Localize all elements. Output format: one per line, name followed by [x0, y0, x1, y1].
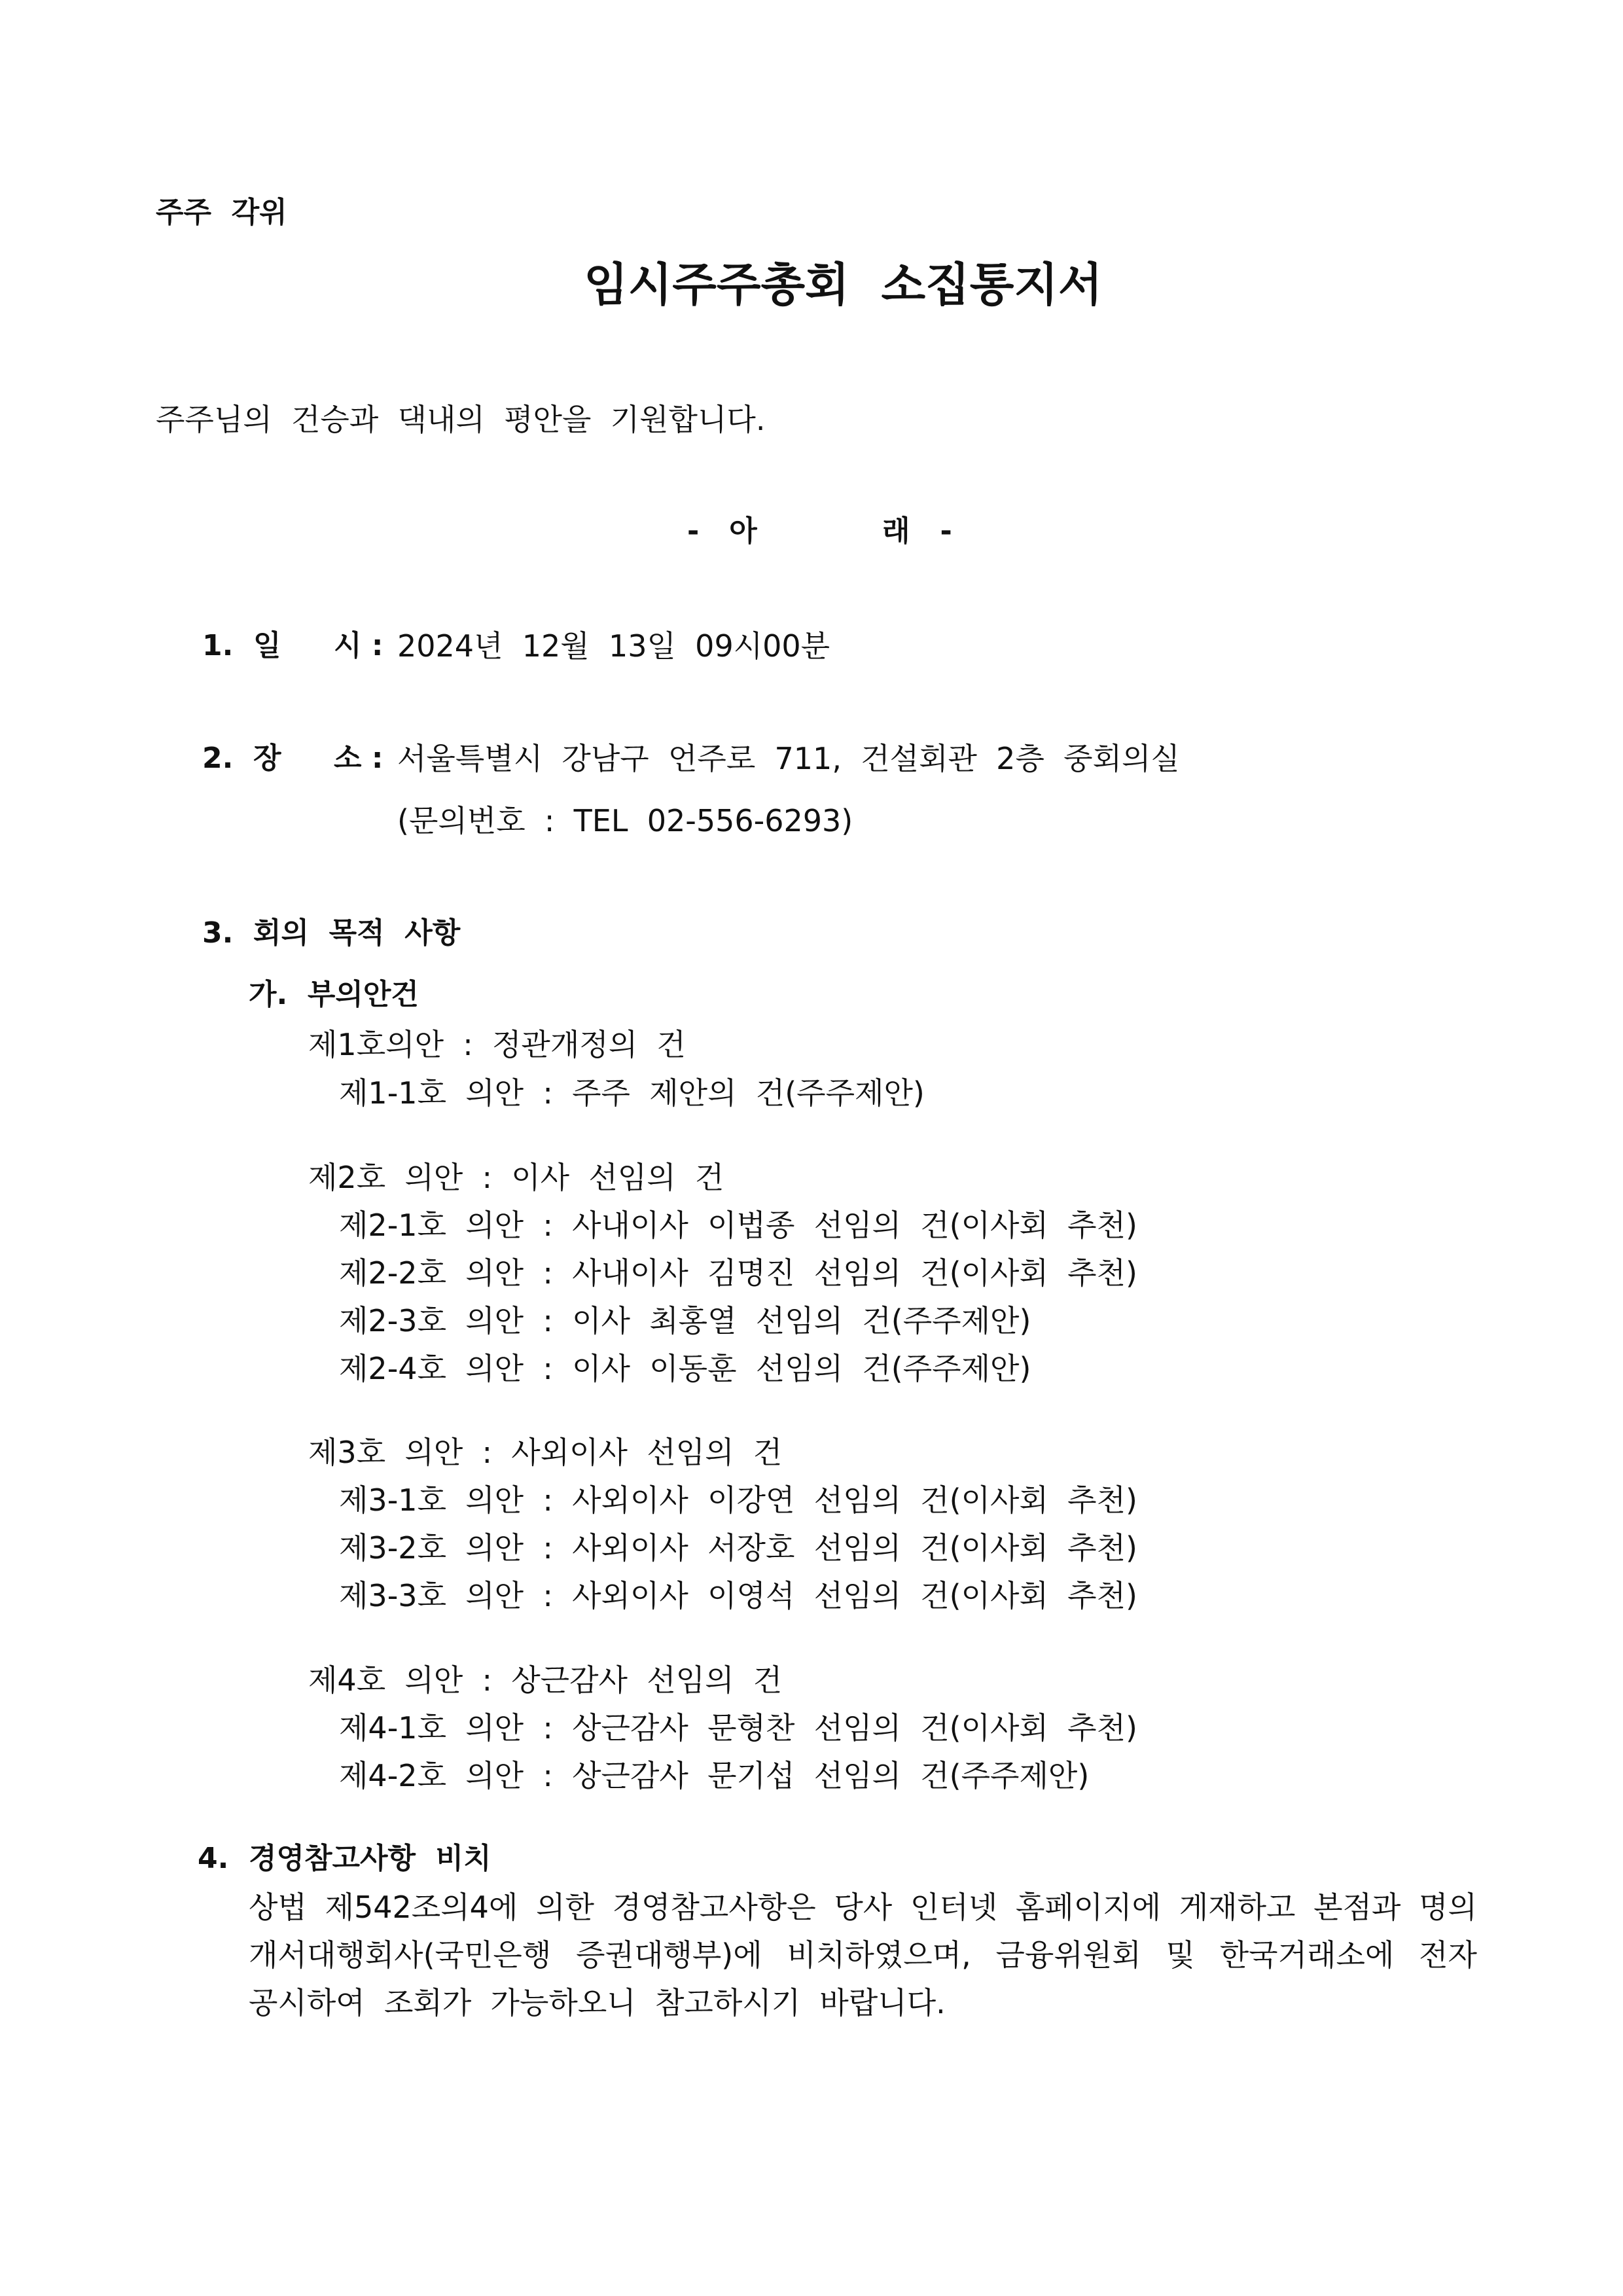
agenda-sub-item: 제2-2호 의안 : 사내이사 김명진 선임의 건(이사회 추천) — [339, 1255, 1137, 1291]
agenda-sub-item: 제3-1호 의안 : 사외이사 이강연 선임의 건(이사회 추천) — [339, 1482, 1137, 1518]
agenda-sub-item: 제2-3호 의안 : 이사 최홍열 선임의 건(주주제안) — [339, 1303, 1031, 1338]
agenda-heading: 3. 회의 목적 사항 — [202, 916, 461, 950]
agenda-sub-item: 제4-2호 의안 : 상근감사 문기섭 선임의 건(주주제안) — [339, 1758, 1090, 1793]
addressee: 주주 각위 — [156, 196, 287, 229]
agenda-sub-item: 제2-4호 의안 : 이사 이동훈 선임의 건(주주제안) — [339, 1351, 1031, 1386]
agenda-item: 제3호 의안 : 사외이사 선임의 건 — [308, 1435, 783, 1470]
reference-paragraph-line: 개서대행회사(국민은행 증권대행부)에 비치하였으며, 금융위원회 및 한국거래소에 전자 — [249, 1937, 1477, 1973]
agenda-item: 제1호의안 : 정관개정의 건 — [308, 1027, 686, 1062]
reference-paragraph-line: 공시하여 조회가 가능하오니 참고하시기 바랍니다. — [249, 1985, 946, 2020]
agenda-subheading: 가. 부의안건 — [249, 978, 419, 1011]
agenda-item: 제2호 의안 : 이사 선임의 건 — [308, 1160, 724, 1195]
agenda-sub-item: 제3-2호 의안 : 사외이사 서장호 선임의 건(이사회 추천) — [339, 1530, 1137, 1566]
place-label: 2. 장 — [202, 742, 281, 775]
date-value: 2024년 12월 13일 09시00분 — [397, 628, 830, 664]
below-marker-right: 래 - — [882, 514, 952, 548]
document-title: 임시주주총회 소집통지서 — [584, 258, 1103, 312]
agenda-sub-item: 제3-3호 의안 : 사외이사 이영석 선임의 건(이사회 추천) — [339, 1578, 1137, 1613]
reference-paragraph-line: 상법 제542조의4에 의한 경영참고사항은 당사 인터넷 홈페이지에 게재하고 본점과 명의 — [249, 1890, 1477, 1925]
agenda-item: 제4호 의안 : 상근감사 선임의 건 — [308, 1662, 783, 1698]
agenda-sub-item: 제2-1호 의안 : 사내이사 이법종 선임의 건(이사회 추천) — [339, 1208, 1137, 1243]
agenda-sub-item: 제1-1호 의안 : 주주 제안의 건(주주제안) — [339, 1075, 925, 1111]
date-label-tail: 시 : — [334, 629, 383, 662]
agenda-sub-item: 제4-1호 의안 : 상근감사 문형찬 선임의 건(이사회 추천) — [339, 1710, 1137, 1746]
place-label-tail: 소 : — [334, 742, 383, 775]
date-label: 1. 일 — [202, 629, 281, 662]
below-marker-left: - 아 — [687, 514, 757, 548]
place-contact: (문의번호 : TEL 02-556-6293) — [397, 803, 853, 838]
greeting: 주주님의 건승과 댁내의 평안을 기원합니다. — [156, 402, 766, 437]
place-value: 서울특별시 강남구 언주로 711, 건설회관 2층 중회의실 — [397, 741, 1180, 776]
reference-heading: 4. 경영참고사항 비치 — [198, 1842, 491, 1875]
